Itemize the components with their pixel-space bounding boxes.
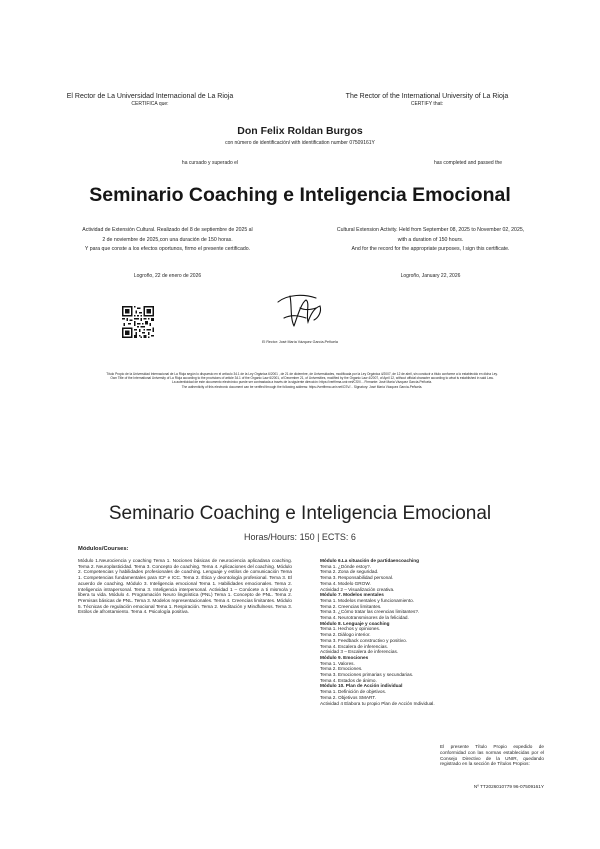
legal-line: The authenticity of this electronic document can be verified through the following address: https://verifirma.unir.net/CSV/... Signatory: José María Vázquez García-Peñuela. [181, 384, 423, 389]
legal-notice [52, 372, 552, 389]
rector-heading-en [322, 92, 532, 108]
activity-es-line: Y para que conste a los efectos oportunos, firmo el presente certificado. [84, 246, 251, 252]
module-topic: Actividad 2 – Visualización creativa. [320, 586, 395, 592]
id-number-line: con número de identificación/ with identification number 07509161Y [225, 140, 375, 146]
module-heading: Módulo 9. Emociones [320, 654, 369, 660]
activity-en-line: And for the record for the appropriate purposes, I sign this certificate. [351, 246, 510, 252]
module-topic: Tema 4. Estados de ánimo. [320, 677, 377, 683]
module-topic: Tema 1. ¿Dónde estoy?. [320, 563, 372, 569]
activity-es-line: Actividad de Extensión Cultural. Realizado del 8 de septiembre de 2025 al [82, 227, 253, 233]
completed-label-en: has completed and passed the [433, 160, 503, 166]
module-heading: Módulo 8. Lenguaje y coaching [320, 620, 390, 626]
qr-code-icon [122, 306, 154, 338]
module-heading: Módulo 7. Modelos mentales [320, 592, 384, 598]
activity-en-line: with a duration of 150 hours. [397, 236, 464, 243]
completed-label-es: ha cursado y superado el [181, 160, 239, 166]
courses-page-title: Seminario Coaching e Inteligencia Emocional [108, 503, 492, 524]
legal-line: Own Title of the International University of La Rioja according to the provisions of article 34.1 of the Organic Law 6/2001, of December 21, of Universities, modified by the Organic Law 4/2007, of April 12, without official character according to what is established in said Law. [110, 376, 494, 381]
module-topic: Tema 3. Feedback constructivo y positivo. [320, 637, 408, 643]
hours-ects: Horas/Hours: 150 | ECTS: 6 [244, 532, 356, 542]
module-topic: Tema 1. Hechos y opiniones. [320, 626, 381, 632]
modules-left-column [78, 558, 292, 615]
module-topic: Tema 3. Responsabilidad personal. [320, 575, 394, 581]
seminar-title: Seminario Coaching e Inteligencia Emocional [89, 184, 511, 206]
module-topic: Tema 1. Modelos mentales y funcionamiento. [320, 597, 415, 603]
rector-signature-icon [270, 288, 330, 330]
module-topic: Actividad 3 – Escalera de inferencias. [320, 649, 399, 655]
module-topic: Tema 4. Modelo GROW. [320, 580, 371, 586]
module-topic: Tema 1. Definición de objetivos. [320, 689, 387, 695]
activity-es-line: 2 de noviembre de 2025,con una duración de 150 horas. [102, 236, 233, 243]
module-heading: Módulo 6.La situación de partidaencoaching [320, 558, 419, 563]
module-heading: Módulo 10. Plan de Acción individual [320, 683, 403, 689]
module-topic: Tema 2. Objetivos SMART. [320, 694, 376, 700]
module-topic: Tema 3. ¿Cómo tratar las creencias limitantes?. [320, 609, 420, 615]
module-topic: Tema 1. Valores. [320, 660, 355, 666]
signer-name: El Rector: José María Vázquez García-Peñuela [262, 340, 338, 344]
place-date-es: Logroño, 22 de enero de 2026 [133, 273, 202, 279]
legal-line: La autenticidad de este documento electrónico puede ser contrastada a través de la siguiente dirección: https://verifirma.unir.net/CSV/... Firmante: José María Vázquez García-Peñuela. [171, 380, 433, 385]
rector-title-es: El Rector de La Universidad Internacional de La Rioja [66, 93, 234, 100]
place-date-en: Logroño, January 22, 2026 [400, 273, 461, 279]
modules-right-column [320, 558, 520, 706]
module-topic: Actividad 4 Elabora tu propio Plan de Acción Individual. [320, 700, 435, 706]
registry-number: Nº TT2026010779 96-07509161Y [473, 784, 544, 789]
activity-text-en [318, 226, 543, 255]
modules-heading: Módulos/Courses: [78, 546, 129, 552]
rector-title-en: The Rector of the International University of La Rioja [345, 93, 509, 100]
certify-label: CERTIFY that: [410, 101, 444, 107]
rector-heading-es [50, 92, 250, 108]
activity-en-line: Cultural Extension Activity. Held from September 08, 2025 to November 02, 2025, [336, 227, 525, 233]
module-topic: Tema 4. Escalera de inferencias. [320, 643, 389, 649]
module-topic: Tema 2. Emociones. [320, 666, 363, 672]
registry-notice: El presente Título Propio expedido de conformidad con las normas establecidas por el Consejo Directivo de la UNIR, quedando registrado en la sección de Títulos Propios: [440, 744, 544, 767]
module-topic: Tema 3. Emociones primarias y secundarias. [320, 672, 414, 678]
modules-1-5-text: Módulo 1.Neurociencia y coaching Tema 1. Nociones básicas de neurociencia aplicadasa coaching. Tema 2. Neuroplasticidad. Tema 3. Concepto de coaching. Tema 4. Aplicaciones del coaching. Módulo 2. Competencias y habilidades profesionales de coaching. Lenguaje y estilos de comunicación Tema 1. Competencias fundamentales para ICF e ICC. Tema 2. Ética y deontología profesional. Tema 3. El acuerdo de coaching. Módulo 3. Inteligencia emocional Tema 1. Habilidades emocionales. Tema 2. Inteligencia intrapersonal. Tema 3. Inteligencia interpersonal. Actividad 1 – Conócete a ti mismo/a y libera tu vida. Módulo 4. Programación Neuro lingüística (PNL) Tema 1. Concepto de PNL. Tema 2. Premisas básicas de PNL. Tema 3. Modelos representacionales. Tema 4. Creencias limitantes. Módulo 5. Técnicas de regulación emocional Tema 1. Respiración. Tema 2. Meditación y Mindfulness. Tema 3. Estilos de afrontamiento. Tema 4. Psicología positiva. [78, 558, 292, 615]
certifica-label: CERTIFICA que: [131, 101, 169, 107]
module-topic: Tema 2. Diálogo interior. [320, 632, 371, 638]
recipient-name: Don Felix Roldan Burgos [237, 125, 363, 137]
activity-text-es [60, 226, 275, 255]
module-topic: Tema 2. Zona de seguridad. [320, 569, 379, 575]
module-topic: Tema 2. Creencias limitantes. [320, 603, 382, 609]
module-topic: Tema 4. Neurotransmisores de la felicidad. [320, 615, 409, 621]
legal-line: Título Propio de la Universidad Internacional de La Rioja según lo dispuesto en el artículo 34.1 de la Ley Orgánica 6/2001 , de 21 de diciembre, de Universidades, modificada por la Ley Orgánica 4/2007, de 12 de abril, sin conducir a título conforme a lo establecido en dicha Ley. [106, 372, 498, 376]
